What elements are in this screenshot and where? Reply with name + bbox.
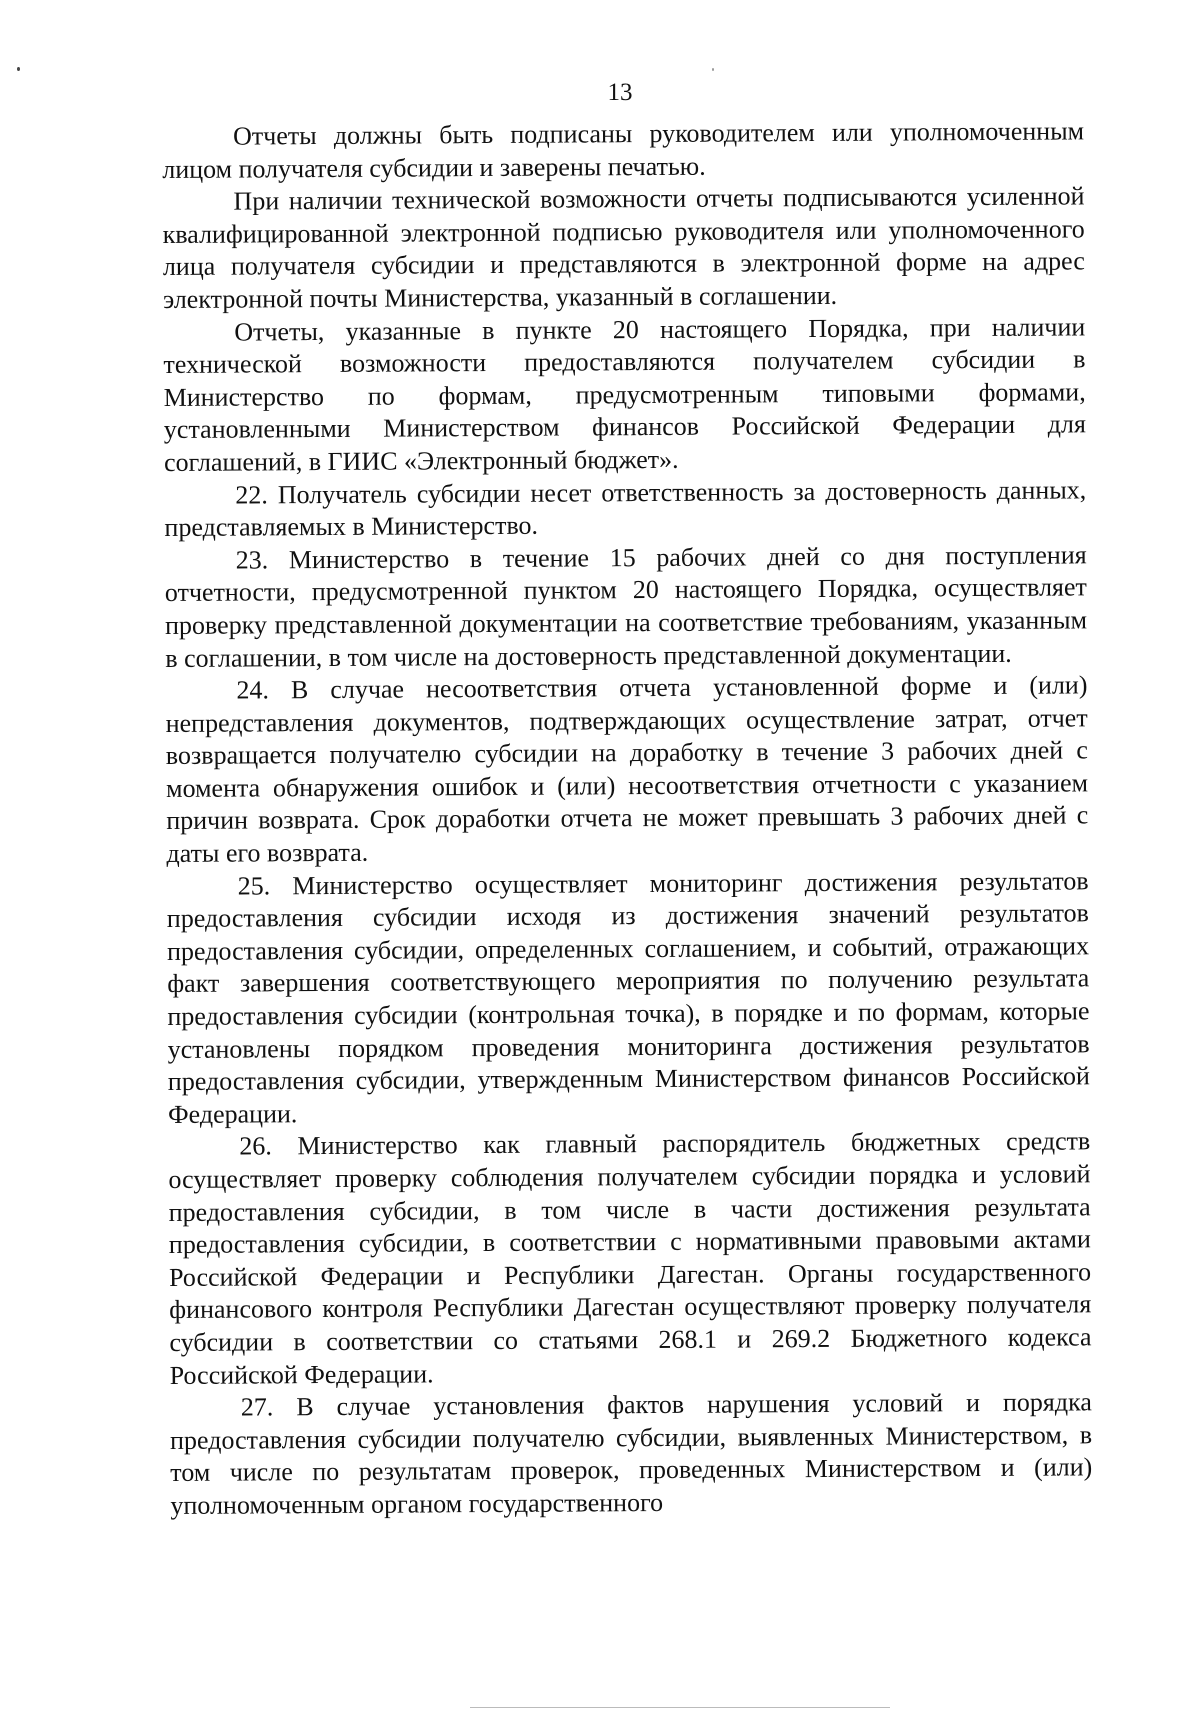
paragraph-reports-forms: Отчеты, указанные в пункте 20 настоящего Порядка, при наличии технической возможности предоставляются получателем субсидии в Министерство по формам, предусмотренным типовыми формами, установленными Министерством финансов Российской Федерации для соглашений, в ГИИС «Электронный бюджет».: [163, 311, 1086, 477]
scan-speck: [712, 68, 714, 71]
paragraph-electronic-signature: При наличии технической возможности отчеты подписываются усиленной квалифицированной электронной подписью руководителя или уполномоченного лица получателя субсидии и представляются в электронной форме на адрес электронной почты Министерства, указанный в соглашении.: [162, 181, 1085, 314]
document-body: [162, 115, 1093, 1522]
paragraph-item-27: 27. В случае установления фактов нарушения условий и порядка предоставления субсидии получателю субсидии, выявленных Министерством, в том числе по результатам проверок, проведенных Министерством и (или) уполномоченным органом государственного: [169, 1387, 1093, 1520]
paragraph-item-22: 22. Получатель субсидии несет ответственность за достоверность данных, представляемых в Министерство.: [164, 474, 1087, 543]
paragraph-item-24: 24. В случае несоответствия отчета установленной форме и (или) непредставления документов, подтверждающих осуществление затрат, отчет возвращается получателю субсидии на доработку в течение 3 рабочих дней с момента обнаружения ошибок и (или) несоответствия отчетности с указанием причин возврата. Срок доработки отчета не может превышать 3 рабочих дней с даты его возврата.: [165, 670, 1089, 869]
paragraph-item-23: 23. Министерство в течение 15 рабочих дней со дня поступления отчетности, предусмотренной пунктом 20 настоящего Порядка, осуществляет проверку представленной документации на соответствие требованиям, указанным в соглашении, в том числе на достоверность представленной документации.: [164, 540, 1088, 673]
scan-edge-line: [470, 1707, 890, 1708]
page-number: 13: [607, 79, 633, 106]
scan-speck: [17, 67, 20, 71]
paragraph-item-25: 25. Министерство осуществляет мониторинг достижения результатов предоставления субсидии исходя из достижения значений результатов предоставления субсидии, определенных соглашением, и событий, отражающих факт завершения соответствующего мероприятия по получению результата предоставления субсидии (контрольная точка), в порядке и по формам, которые установлены порядком проведения мониторинга достижения результатов предоставления субсидии, утвержденным Министерством финансов Российской Федерации.: [166, 866, 1090, 1129]
paragraph-reports-signature: Отчеты должны быть подписаны руководителем или уполномоченным лицом получателя субсидии и заверены печатью.: [162, 116, 1085, 184]
paragraph-item-26: 26. Министерство как главный распорядитель бюджетных средств осуществляет проверку соблюдения получателем субсидии порядка и условий предоставления субсидии, в том числе в части достижения результата предоставления субсидии, в соответствии с нормативными правовыми актами Российской Федерации и Республики Дагестан. Органы государственного финансового контроля Республики Дагестан осуществляют проверку получателя субсидии в соответствии со статьями 268.1 и 269.2 Бюджетного кодекса Российской Федерации.: [168, 1126, 1092, 1390]
